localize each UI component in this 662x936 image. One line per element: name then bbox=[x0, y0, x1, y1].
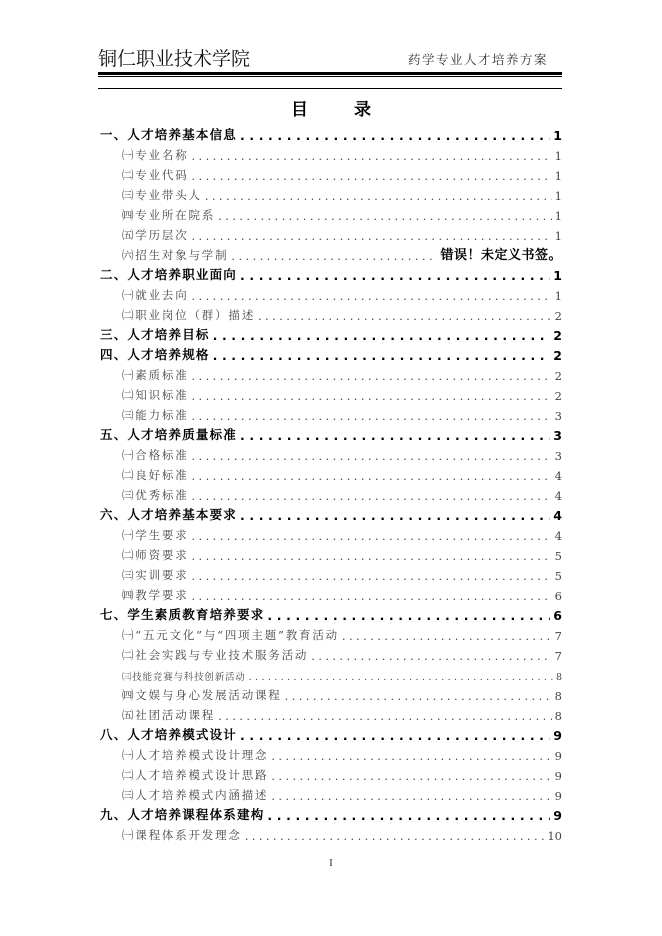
toc-entry-chapter[interactable] bbox=[100, 264, 562, 284]
dot-leader bbox=[192, 389, 552, 404]
toc-page-number: 4 bbox=[554, 469, 562, 483]
toc-page-number: 7 bbox=[554, 649, 562, 663]
toc-page-number: 1 bbox=[553, 128, 562, 143]
dot-leader bbox=[311, 649, 551, 664]
toc-entry-section[interactable] bbox=[100, 244, 562, 264]
dot-leader bbox=[192, 289, 552, 304]
dot-leader bbox=[218, 709, 552, 724]
toc-entry-chapter[interactable] bbox=[100, 504, 562, 524]
institution-name: 铜仁职业技术学院 bbox=[98, 48, 251, 70]
toc-entry-label: 九、人才培养课程体系建构 bbox=[100, 807, 265, 822]
toc-entry-chapter[interactable] bbox=[100, 344, 562, 364]
toc-entry-section[interactable] bbox=[100, 444, 562, 464]
dot-leader bbox=[267, 808, 550, 824]
toc-page-number: 4 bbox=[554, 529, 562, 543]
toc-entry-label: ㈠就业去向 bbox=[122, 288, 189, 302]
dot-leader bbox=[192, 449, 552, 464]
toc-entry-label: ㈠课程体系开发理念 bbox=[122, 828, 242, 842]
dot-leader bbox=[342, 629, 552, 644]
toc-entry-label: 五、人才培养质量标准 bbox=[100, 427, 238, 442]
dot-leader bbox=[271, 749, 551, 764]
toc-page-number: 5 bbox=[554, 569, 562, 583]
toc-entry-chapter[interactable] bbox=[100, 124, 562, 144]
toc-page-number: 1 bbox=[554, 209, 562, 223]
dot-leader bbox=[213, 328, 551, 344]
toc-entry-label: ㈥招生对象与学制 bbox=[122, 248, 229, 262]
toc-entry-label: 六、人才培养基本要求 bbox=[100, 507, 238, 522]
toc-entry-section[interactable] bbox=[100, 404, 562, 424]
toc-entry-section[interactable] bbox=[100, 644, 562, 664]
toc-entry-chapter[interactable] bbox=[100, 724, 562, 744]
toc-entry-label: ㈤学历层次 bbox=[122, 228, 189, 242]
toc-entry-label: 八、人才培养模式设计 bbox=[100, 727, 238, 742]
dot-leader bbox=[192, 409, 552, 424]
dot-leader bbox=[231, 249, 437, 264]
dot-leader bbox=[192, 369, 552, 384]
page-header bbox=[98, 44, 562, 70]
toc-entry-section[interactable] bbox=[100, 484, 562, 504]
dot-leader bbox=[240, 428, 550, 444]
dot-leader bbox=[267, 608, 550, 624]
toc-entry-label: ㈢人才培养模式内涵描述 bbox=[122, 788, 269, 802]
toc-entry-label: ㈠“五元文化”与“四项主题”教育活动 bbox=[122, 628, 339, 642]
toc-entry-label: ㈠人才培养模式设计理念 bbox=[122, 748, 269, 762]
toc-entry-label: ㈣文娱与身心发展活动课程 bbox=[122, 688, 282, 702]
toc-entry-section[interactable] bbox=[100, 224, 562, 244]
toc-page-number: 1 bbox=[554, 229, 562, 243]
dot-leader bbox=[218, 209, 552, 224]
toc-entry-label: ㈢实训要求 bbox=[122, 568, 189, 582]
toc-bookmark-error: 错误！未定义书签。 bbox=[440, 248, 562, 263]
toc-entry-chapter[interactable] bbox=[100, 324, 562, 344]
toc-page-number: 3 bbox=[553, 428, 562, 443]
toc-entry-section[interactable] bbox=[100, 464, 562, 484]
dot-leader bbox=[285, 689, 552, 704]
toc-page-number: 2 bbox=[553, 348, 562, 363]
toc-page-number: 7 bbox=[554, 629, 562, 643]
table-of-contents bbox=[100, 124, 562, 844]
dot-leader bbox=[258, 309, 552, 324]
toc-entry-section[interactable] bbox=[100, 304, 562, 324]
dot-leader bbox=[240, 128, 550, 144]
document-title: 药学专业人才培养方案 bbox=[407, 52, 548, 67]
toc-entry-label: ㈢能力标准 bbox=[122, 408, 189, 422]
toc-page-number: 9 bbox=[553, 808, 562, 823]
toc-page-number: 1 bbox=[554, 169, 562, 183]
toc-entry-label: ㈡良好标准 bbox=[122, 468, 189, 482]
toc-entry-section[interactable] bbox=[100, 184, 562, 204]
toc-page-number: 9 bbox=[554, 789, 562, 803]
toc-entry-section[interactable] bbox=[100, 164, 562, 184]
toc-entry-section[interactable] bbox=[100, 284, 562, 304]
dot-leader bbox=[249, 672, 553, 684]
toc-page-number: 2 bbox=[554, 389, 562, 403]
dot-leader bbox=[245, 829, 545, 844]
dot-leader bbox=[205, 189, 552, 204]
toc-page-number: 5 bbox=[554, 549, 562, 563]
toc-page-number: 1 bbox=[554, 289, 562, 303]
toc-entry-label: ㈠合格标准 bbox=[122, 448, 189, 462]
toc-entry-section[interactable] bbox=[100, 584, 562, 604]
toc-page-number: 1 bbox=[554, 189, 562, 203]
toc-entry-chapter[interactable] bbox=[100, 424, 562, 444]
toc-entry-section[interactable] bbox=[100, 824, 562, 844]
toc-entry-section[interactable] bbox=[100, 544, 562, 564]
dot-leader bbox=[271, 769, 551, 784]
header-rule-thin bbox=[98, 76, 562, 77]
dot-leader bbox=[240, 508, 550, 524]
toc-page-number: 8 bbox=[555, 672, 562, 683]
toc-page-number: 3 bbox=[554, 449, 562, 463]
toc-entry-label: ㈣教学要求 bbox=[122, 588, 189, 602]
toc-entry-section[interactable] bbox=[100, 744, 562, 764]
toc-entry-section[interactable] bbox=[100, 524, 562, 544]
toc-entry-chapter[interactable] bbox=[100, 604, 562, 624]
toc-entry-section[interactable] bbox=[100, 704, 562, 724]
toc-page-number: 1 bbox=[553, 268, 562, 283]
toc-entry-label: 七、学生素质教育培养要求 bbox=[100, 607, 265, 622]
toc-entry-section[interactable] bbox=[100, 204, 562, 224]
dot-leader bbox=[192, 549, 552, 564]
toc-entry-label: ㈢优秀标准 bbox=[122, 488, 189, 502]
toc-entry-chapter[interactable] bbox=[100, 804, 562, 824]
toc-page-number: 4 bbox=[554, 489, 562, 503]
toc-entry-section[interactable] bbox=[100, 664, 562, 684]
toc-entry-section[interactable] bbox=[100, 784, 562, 804]
toc-entry-label: ㈤社团活动课程 bbox=[122, 708, 216, 722]
toc-entry-section[interactable] bbox=[100, 564, 562, 584]
toc-entry-section[interactable] bbox=[100, 364, 562, 384]
toc-page-number: 2 bbox=[554, 369, 562, 383]
header-rule-thick bbox=[98, 72, 562, 75]
page-number: I bbox=[329, 857, 333, 869]
toc-entry-label: ㈢技能竞赛与科技创新活动 bbox=[122, 672, 246, 683]
toc-entry-section[interactable] bbox=[100, 144, 562, 164]
toc-entry-label: ㈠学生要求 bbox=[122, 528, 189, 542]
dot-leader bbox=[240, 268, 550, 284]
toc-page-number: 2 bbox=[553, 328, 562, 343]
dot-leader bbox=[192, 169, 552, 184]
dot-leader bbox=[213, 348, 551, 364]
toc-entry-label: ㈡师资要求 bbox=[122, 548, 189, 562]
dot-leader bbox=[271, 789, 551, 804]
toc-entry-section[interactable] bbox=[100, 684, 562, 704]
toc-page-number: 9 bbox=[553, 728, 562, 743]
toc-page-number: 10 bbox=[547, 829, 562, 843]
dot-leader bbox=[192, 229, 552, 244]
dot-leader bbox=[192, 469, 552, 484]
toc-page-number: 9 bbox=[554, 749, 562, 763]
toc-entry-label: ㈡社会实践与专业技术服务活动 bbox=[122, 648, 309, 662]
toc-entry-label: ㈡人才培养模式设计思路 bbox=[122, 768, 269, 782]
toc-entry-label: ㈢专业带头人 bbox=[122, 188, 202, 202]
toc-page-number: 8 bbox=[554, 709, 562, 723]
header-separator bbox=[98, 88, 562, 89]
toc-entry-label: 三、人才培养目标 bbox=[100, 327, 210, 342]
toc-entry-label: 二、人才培养职业面向 bbox=[100, 267, 238, 282]
toc-entry-label: ㈠素质标准 bbox=[122, 368, 189, 382]
dot-leader bbox=[192, 589, 552, 604]
toc-page-number: 8 bbox=[554, 689, 562, 703]
toc-page-number: 2 bbox=[554, 309, 562, 323]
dot-leader bbox=[192, 529, 552, 544]
dot-leader bbox=[192, 569, 552, 584]
toc-title: 目 录 bbox=[291, 100, 391, 120]
toc-entry-label: 一、人才培养基本信息 bbox=[100, 127, 238, 142]
toc-entry-label: ㈡知识标准 bbox=[122, 388, 189, 402]
toc-entry-label: 四、人才培养规格 bbox=[100, 347, 210, 362]
toc-page-number: 6 bbox=[553, 608, 562, 623]
toc-entry-label: ㈠专业名称 bbox=[122, 148, 189, 162]
toc-entry-label: ㈡职业岗位（群）描述 bbox=[122, 308, 255, 322]
dot-leader bbox=[192, 149, 552, 164]
toc-entry-section[interactable] bbox=[100, 624, 562, 644]
toc-page-number: 1 bbox=[554, 149, 562, 163]
toc-page-number: 4 bbox=[553, 508, 562, 523]
toc-page-number: 6 bbox=[554, 589, 562, 603]
toc-page-number: 9 bbox=[554, 769, 562, 783]
dot-leader bbox=[192, 489, 552, 504]
dot-leader bbox=[240, 728, 550, 744]
toc-entry-label: ㈣专业所在院系 bbox=[122, 208, 216, 222]
toc-entry-section[interactable] bbox=[100, 384, 562, 404]
toc-page-number: 3 bbox=[554, 409, 562, 423]
toc-entry-label: ㈡专业代码 bbox=[122, 168, 189, 182]
toc-entry-section[interactable] bbox=[100, 764, 562, 784]
